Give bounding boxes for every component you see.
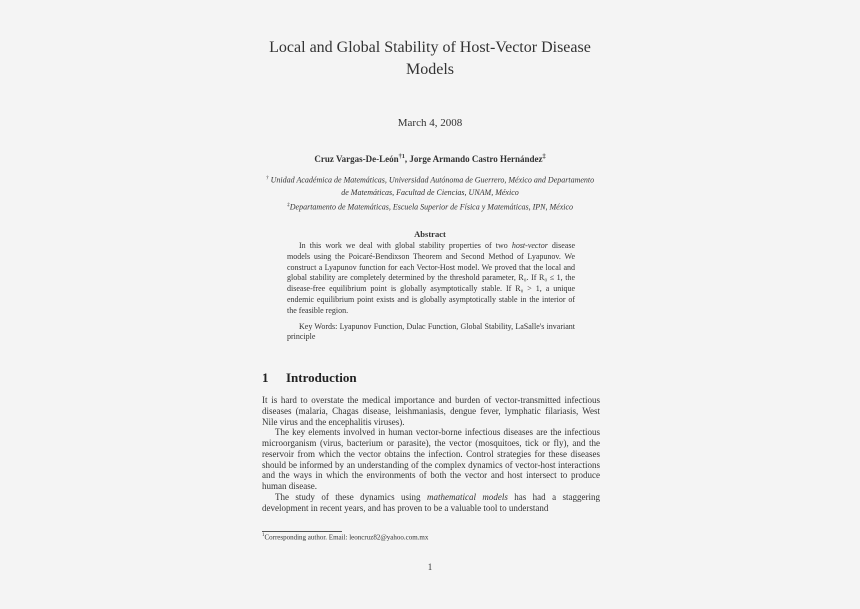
- affiliation-2: [262, 199, 598, 214]
- paper-date: March 4, 2008: [397, 117, 463, 129]
- body-paragraph-3-rest: has had a staggering development in recent years, and has proven to be a valuable tool to understand: [262, 491, 600, 513]
- author-2-name: Jorge Armando Castro Hernández: [409, 154, 543, 164]
- author-1-mark: †1: [398, 153, 405, 160]
- author-2-mark: ‡: [542, 153, 546, 160]
- section-title: Introduction: [286, 370, 357, 385]
- affiliation-1-text: Unidad Académica de Matemáticas, Universidad Autónoma de Guerrero, México and Departamento de Matemáticas, Facultad de Ciencias, UNAM, México: [270, 175, 595, 197]
- abstract-paragraph: [287, 241, 575, 317]
- page-number: 1: [427, 562, 433, 572]
- abstract-keywords: Key Words: Lyapunov Function, Dulac Function, Global Stability, LaSalle's invariant principle: [287, 321, 575, 342]
- footnote-text: Corresponding author. Email: leoncruz82@yahoo.com.mx: [264, 533, 429, 542]
- paper-title-line-1: Local and Global Stability of Host-Vector Disease: [269, 39, 591, 56]
- affiliation-1: [262, 172, 598, 199]
- footnote: [262, 533, 600, 541]
- body-paragraph-1: It is hard to overstate the medical importance and burden of vector-transmitted infectious diseases (malaria, Chagas disease, leishmaniasis, dengue fever, lymphatic filariasis, West Nile virus and the encephalitis viruses).: [262, 395, 600, 427]
- body-text: [262, 395, 600, 513]
- affiliation-2-mark: ‡: [286, 201, 290, 208]
- body-paragraph-3-emphasis: mathematical models: [426, 491, 508, 502]
- paper-title-line-2: Models: [406, 61, 454, 78]
- author-separator: ,: [404, 154, 410, 164]
- author-1-name: Cruz Vargas-De-León: [314, 154, 399, 164]
- body-paragraph-2: The key elements involved in human vector-borne infectious diseases are the infectious microorganism (virus, bacterium or parasite), the vector (mosquitoes, tick or fly), and the reservoir from which the vector obtains the infection. Control strategies for these diseases should be informed by an understanding of the complex dynamics of vector-host interactions and the ways in which the environments of both the vector and host intersect to produce human disease.: [262, 427, 600, 491]
- abstract-heading: Abstract: [414, 229, 446, 239]
- affiliation-1-mark: †: [265, 175, 269, 181]
- section-heading: [262, 370, 357, 386]
- abstract-text-rest: disease models using the Poicaré-Bendixson Theorem and Second Method of Lyapunov. We construct a Lyapunov function for each Vector-Host model. We proved that the local and global stability are completely determined by the threshold parameter, R₀. If R₀ ≤ 1, the disease-free equilibrium point is globally asymptotically stable. If R₀ > 1, a unique endemic equilibrium point exists and is globally asymptotically stable in the interior of the feasible region.: [287, 241, 575, 315]
- paper-title: [0, 37, 860, 81]
- abstract-text-start: In this work we deal with global stability properties of two: [299, 241, 512, 250]
- section-number: 1: [262, 370, 269, 385]
- body-paragraph-3-start: The study of these dynamics using: [275, 491, 427, 502]
- affiliations: [262, 172, 598, 213]
- affiliation-2-text: Departamento de Matemáticas, Escuela Superior de Física y Matemáticas, IPN, México: [289, 202, 574, 212]
- body-paragraph-3: [262, 492, 600, 514]
- abstract-body: [287, 241, 575, 343]
- author-list: [0, 153, 860, 164]
- footnote-rule: [262, 531, 342, 532]
- abstract-emphasis: host-vector: [511, 241, 548, 250]
- footnote-mark: 1: [262, 533, 265, 538]
